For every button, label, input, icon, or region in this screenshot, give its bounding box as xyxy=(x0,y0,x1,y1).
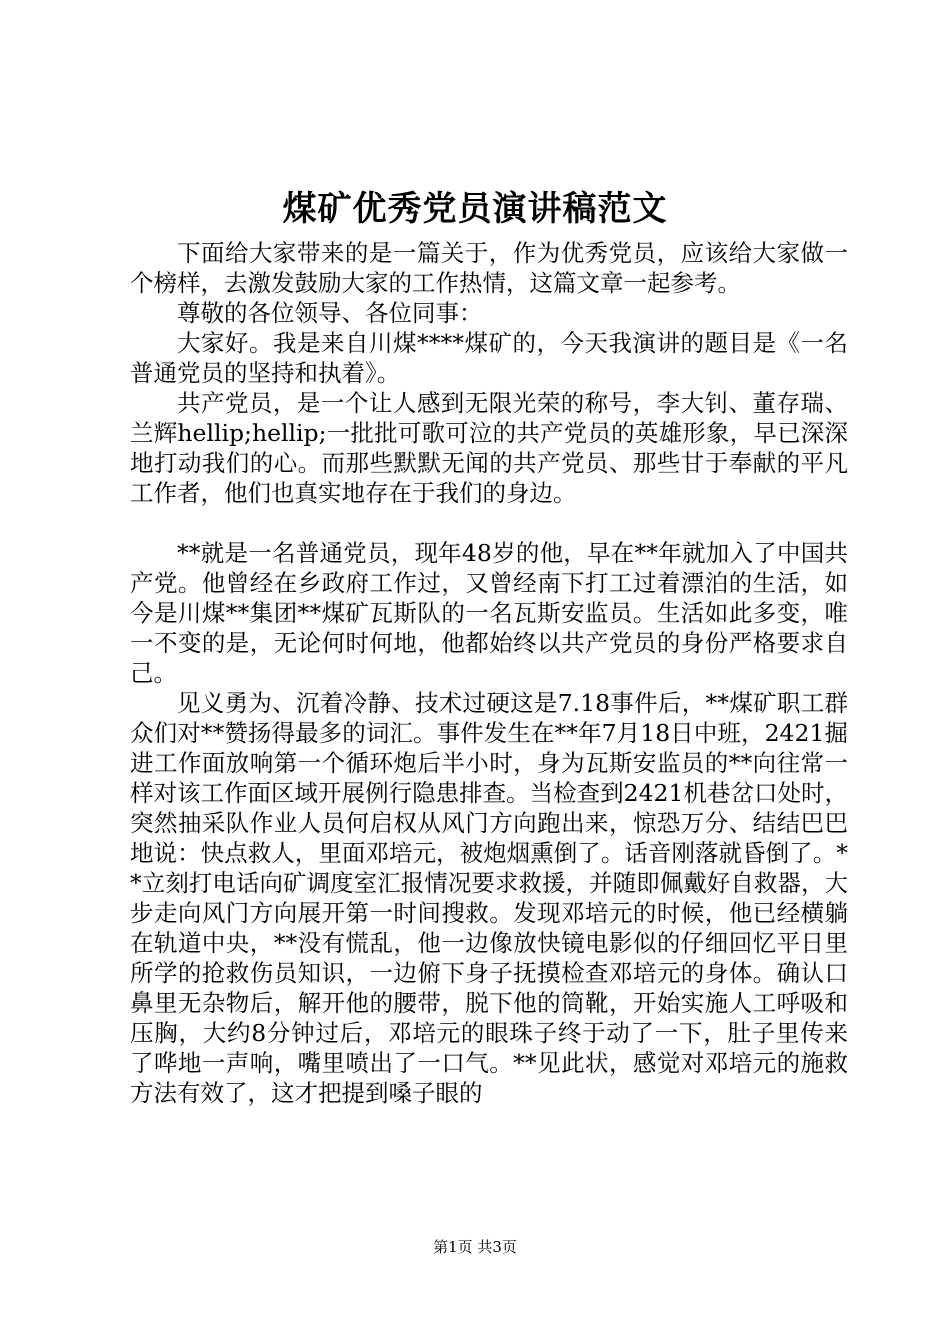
paragraph-heroes: 共产党员，是一个让人感到无限光荣的称号，李大钊、董存瑞、兰辉hellip;hellip;一批批可歌可泣的共产党员的英雄形象，早已深深地打动我们的心。而那些默默无闻的共产党员、那些甘于奉献的平凡工作者，他们也真实地存在于我们的身边。 xyxy=(130,389,848,507)
page-footer: 第1页 共3页 xyxy=(433,1238,517,1256)
paragraph-intro: 下面给大家带来的是一篇关于，作为优秀党员，应该给大家做一个榜样，去激发鼓励大家的工作热情，这篇文章一起参考。 xyxy=(130,239,848,297)
paragraph-profile: **就是一名普通党员，现年48岁的他，早在**年就加入了中国共产党。他曾经在乡政府工作过，又曾经南下打工过着漂泊的生活，如今是川煤**集团**煤矿瓦斯队的一名瓦斯安监员。生活如此多变，唯一不变的是，无论何时何地，他都始终以共产党员的身份严格要求自己。 xyxy=(130,539,848,687)
paragraph-incident: 见义勇为、沉着冷静、技术过硬这是7.18事件后，**煤矿职工群众们对**赞扬得最多的词汇。事件发生在**年7月18日中班，2421掘进工作面放响第一个循环炮后半小时，身为瓦斯安监员的**向往常一样对该工作面区域开展例行隐患排查。当检查到2421机巷岔口处时，突然抽采队作业人员何启权从风门方向跑出来，惊恐万分、结结巴巴地说：快点救人，里面邓培元，被炮烟熏倒了。话音刚落就昏倒了。**立刻打电话向矿调度室汇报情况要求救援，并随即佩戴好自救器，大步走向风门方向展开第一时间搜救。发现邓培元的时候，他已经横躺在轨道中央，**没有慌乱，他一边像放快镜电影似的仔细回忆平日里所学的抢救伤员知识，一边俯下身子抚摸检查邓培元的身体。确认口鼻里无杂物后，解开他的腰带，脱下他的筒靴，开始实施人工呼吸和压胸，大约8分钟过后，邓培元的眼珠子终于动了一下，肚子里传来了哗地一声响，嘴里喷出了一口气。**见此状，感觉对邓培元的施救方法有效了，这才把提到嗓子眼的 xyxy=(130,689,848,1107)
document-title: 煤矿优秀党员演讲稿范文 xyxy=(282,189,668,229)
paragraph-greeting: 大家好。我是来自川煤****煤矿的，今天我演讲的题目是《一名普通党员的坚持和执着》。 xyxy=(130,329,848,387)
paragraph-salutation: 尊敬的各位领导、各位同事： xyxy=(177,299,483,327)
document-body xyxy=(130,238,848,1108)
